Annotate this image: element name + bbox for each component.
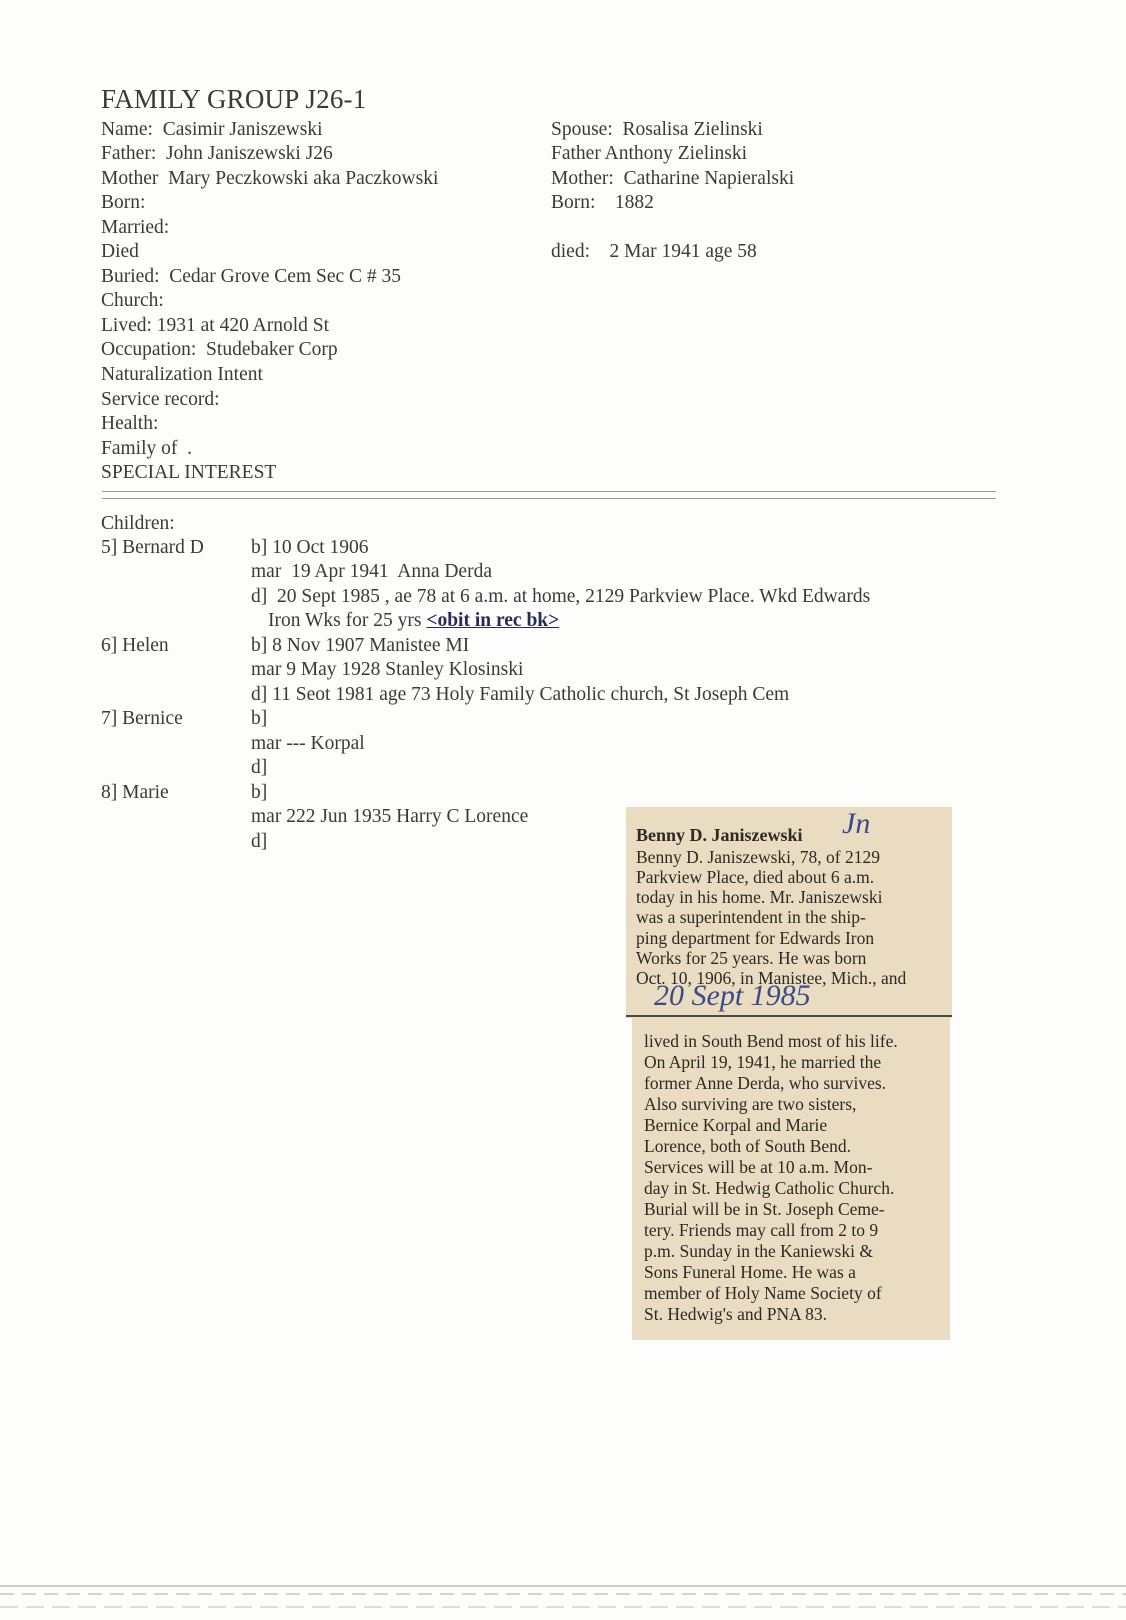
child-bernard-name: 5] Bernard D [101,537,204,558]
child-marie-death: d] [251,831,268,852]
clipping-line: member of Holy Name Society of [644,1283,882,1303]
child-bernice-birth: b] [251,708,268,729]
children-label: Children: [101,513,175,534]
field-spouse-mother: Mother: Catharine Napieralski [551,168,795,189]
child-helen-name: 6] Helen [101,635,169,656]
clipping-line: was a superintendent in the ship- [636,907,866,927]
obituary-clipping-top [626,807,952,1018]
field-spouse: Spouse: Rosalisa Zielinski [551,119,763,140]
child-marie-birth: b] [251,782,268,803]
child-bernice-marriage: mar --- Korpal [251,733,365,754]
child-bernard-death-cont [268,609,559,633]
child-bernard-death: d] 20 Sept 1985 , ae 78 at 6 a.m. at home, 2129 Parkview Place. Wkd Edwards [251,586,871,607]
child-helen-birth: b] 8 Nov 1907 Manistee MI [251,635,470,656]
clipping-line: Sons Funeral Home. He was a [644,1262,856,1282]
clipping-line: Burial will be in St. Joseph Ceme- [644,1199,885,1219]
field-spouse-father: Father Anthony Zielinski [551,143,748,164]
clipping-line: former Anne Derda, who survives. [644,1073,887,1093]
clipping-line: day in St. Hedwig Catholic Church. [644,1178,895,1198]
field-naturalization: Naturalization Intent [101,364,263,385]
field-special-interest: SPECIAL INTEREST [101,462,277,483]
scan-edge-line [0,1606,1126,1608]
child-bernard-birth: b] 10 Oct 1906 [251,537,369,558]
clipping-handwritten-date-band [626,979,952,1017]
clipping-line: ping department for Edwards Iron [636,928,875,948]
clipping-line: Also surviving are two sisters, [644,1094,857,1114]
field-born: Born: [101,192,146,213]
field-occupation: Occupation: Studebaker Corp [101,339,338,360]
child-helen-death: d] 11 Seot 1981 age 73 Holy Family Catholic church, St Joseph Cem [251,684,790,705]
clipping-line: p.m. Sunday in the Kaniewski & [644,1241,873,1261]
clipping-line: Works for 25 years. He was born [636,948,867,968]
field-spouse-died: died: 2 Mar 1941 age 58 [551,241,757,262]
field-died: Died [101,241,139,262]
field-church: Church: [101,290,164,311]
child-bernice-death: d] [251,757,268,778]
field-mother: Mother Mary Peczkowski aka Paczkowski [101,168,439,189]
field-married: Married: [101,217,170,238]
clipping-line: Oct. 10, 1906, in Manistee, Mich., and [636,968,907,988]
field-family-of: Family of . [101,438,192,459]
child-bernard-marriage: mar 19 Apr 1941 Anna Derda [251,561,492,582]
clipping-headline: Benny D. Janiszewski [636,825,803,845]
clipping-line: St. Hedwig's and PNA 83. [644,1304,828,1324]
clipping-line: Benny D. Janiszewski, 78, of 2129 [636,847,881,867]
scan-edge-line [0,1593,1126,1595]
clipping-line: Lorence, both of South Bend. [644,1136,852,1156]
field-health: Health: [101,413,159,434]
field-service-record: Service record: [101,389,220,410]
clipping-line: lived in South Bend most of his life. [644,1031,898,1051]
child-marie-marriage: mar 222 Jun 1935 Harry C Lorence [251,806,529,827]
child-marie-name: 8] Marie [101,782,169,803]
clipping-line: Services will be at 10 a.m. Mon- [644,1157,873,1177]
field-spouse-born: Born: 1882 [551,192,654,213]
family-group-title: FAMILY GROUP J26-1 [101,84,367,114]
child-helen-marriage: mar 9 May 1928 Stanley Klosinski [251,659,524,680]
clipping-line: today in his home. Mr. Janiszewski [636,887,883,907]
section-divider [102,491,996,499]
clipping-line: Parkview Place, died about 6 a.m. [636,867,875,887]
clipping-line: Bernice Korpal and Marie [644,1115,828,1135]
clipping-line: On April 19, 1941, he married the [644,1052,882,1072]
clipping-handwritten-date: 20 Sept 1985 [654,979,811,1012]
field-father: Father: John Janiszewski J26 [101,143,333,164]
child-bernice-name: 7] Bernice [101,708,183,729]
field-buried: Buried: Cedar Grove Cem Sec C # 35 [101,266,402,287]
scan-edge-line [0,1585,1126,1587]
field-name: Name: Casimir Janiszewski [101,119,323,140]
field-lived: Lived: 1931 at 420 Arnold St [101,315,330,336]
clipping-handwritten-note: Jn [842,807,871,840]
clipping-line: tery. Friends may call from 2 to 9 [644,1220,879,1240]
obituary-clipping-bottom [632,1018,950,1340]
death-cont-text: Iron Wks for 25 yrs [268,610,427,631]
obit-link[interactable]: <obit in rec bk> [426,610,560,631]
